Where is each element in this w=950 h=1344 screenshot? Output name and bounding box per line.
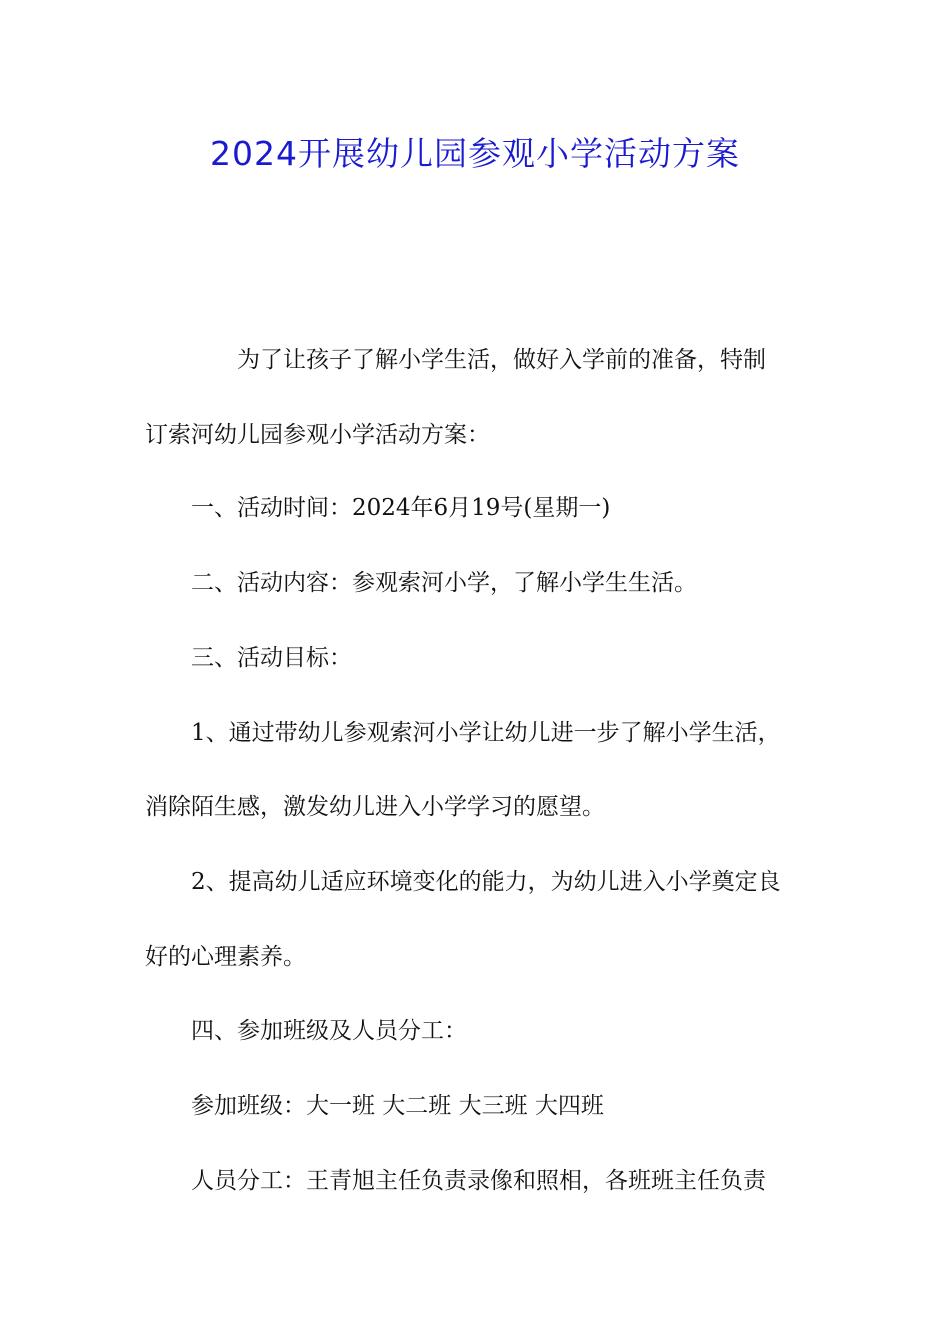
paragraph-line: 一、活动时间：2024年6月19号(星期一) — [191, 495, 611, 521]
paragraph-line: 订索河幼儿园参观小学活动方案： — [145, 422, 490, 448]
paragraph-line: 人员分工：王青旭主任负责录像和照相，各班班主任负责 — [191, 1168, 766, 1194]
paragraph-line: 为了让孩子了解小学生活，做好入学前的准备，特制 — [237, 347, 766, 373]
paragraph-line: 消除陌生感，激发幼儿进入小学学习的愿望。 — [145, 794, 605, 820]
paragraph-line: 1、通过带幼儿参观索河小学让幼儿进一步了解小学生活， — [191, 720, 781, 746]
paragraph-line: 2、提高幼儿适应环境变化的能力，为幼儿进入小学奠定良 — [191, 869, 781, 895]
paragraph-line: 参加班级：大一班 大二班 大三班 大四班 — [191, 1093, 604, 1119]
paragraph-line: 二、活动内容：参观索河小学，了解小学生生活。 — [191, 570, 697, 596]
document-title: 2024开展幼儿园参观小学活动方案 — [210, 134, 740, 173]
paragraph-line: 三、活动目标： — [191, 645, 352, 671]
paragraph-line: 好的心理素养。 — [145, 944, 306, 970]
paragraph-line: 四、参加班级及人员分工： — [191, 1018, 467, 1044]
